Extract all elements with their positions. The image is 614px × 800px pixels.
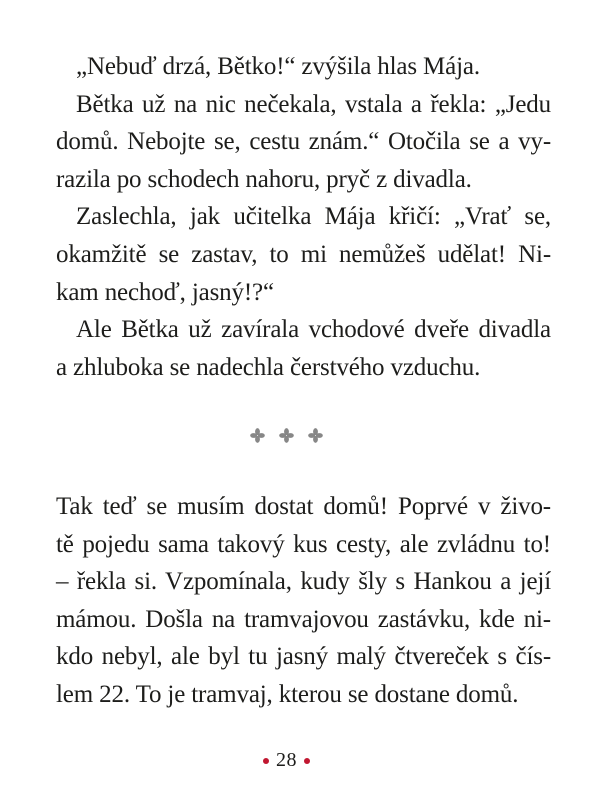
clover-icon <box>250 427 265 444</box>
text-line: Bětka už na nic nečekala, vstala a řekla: „Jedu <box>76 90 551 118</box>
text-line: Zaslechla, jak učitelka Mája křičí: „Vrať se, <box>76 203 551 231</box>
clover-icon <box>308 427 323 444</box>
page-footer <box>39 745 534 774</box>
page-number: 28 <box>276 748 297 771</box>
text-line: domů. Nebojte se, cestu znám.“ Otočila se a vy- <box>56 128 551 156</box>
text-line: tě pojedu sama takový kus cesty, ale zvládnu to! <box>56 530 551 558</box>
text-line: mámou. Došla na tramvajovou zastávku, kde ni- <box>56 605 551 633</box>
text-line: kdo nebyl, ale byl tu jasný malý čtvereček s čís- <box>56 643 551 671</box>
text-line: razila po schodech nahoru, pryč z divadla. <box>56 165 472 193</box>
text-block-top <box>56 48 551 386</box>
folio-dot-icon <box>304 758 310 764</box>
section-separator <box>39 427 534 444</box>
text-line: kam nechoď, jasný!?“ <box>56 278 274 306</box>
text-line: – řekla si. Vzpomínala, kudy šly s Hankou a její <box>56 568 551 596</box>
text-line: Ale Bětka už zavírala vchodové dveře divadla <box>76 316 551 344</box>
text-line: a zhluboka se nadechla čerstvého vzduchu. <box>56 353 481 381</box>
clover-icon <box>279 427 294 444</box>
text-block-bottom <box>56 488 551 714</box>
text-line: okamžitě se zastav, to mi nemůžeš udělat! Ni- <box>56 240 551 268</box>
text-line: „Nebuď drzá, Bětko!“ zvýšila hlas Mája. <box>76 53 480 80</box>
text-line: lem 22. To je tramvaj, kterou se dostane domů. <box>56 680 519 708</box>
text-line: Tak teď se musím dostat domů! Poprvé v živo- <box>56 493 551 520</box>
folio-dot-icon <box>263 758 269 764</box>
